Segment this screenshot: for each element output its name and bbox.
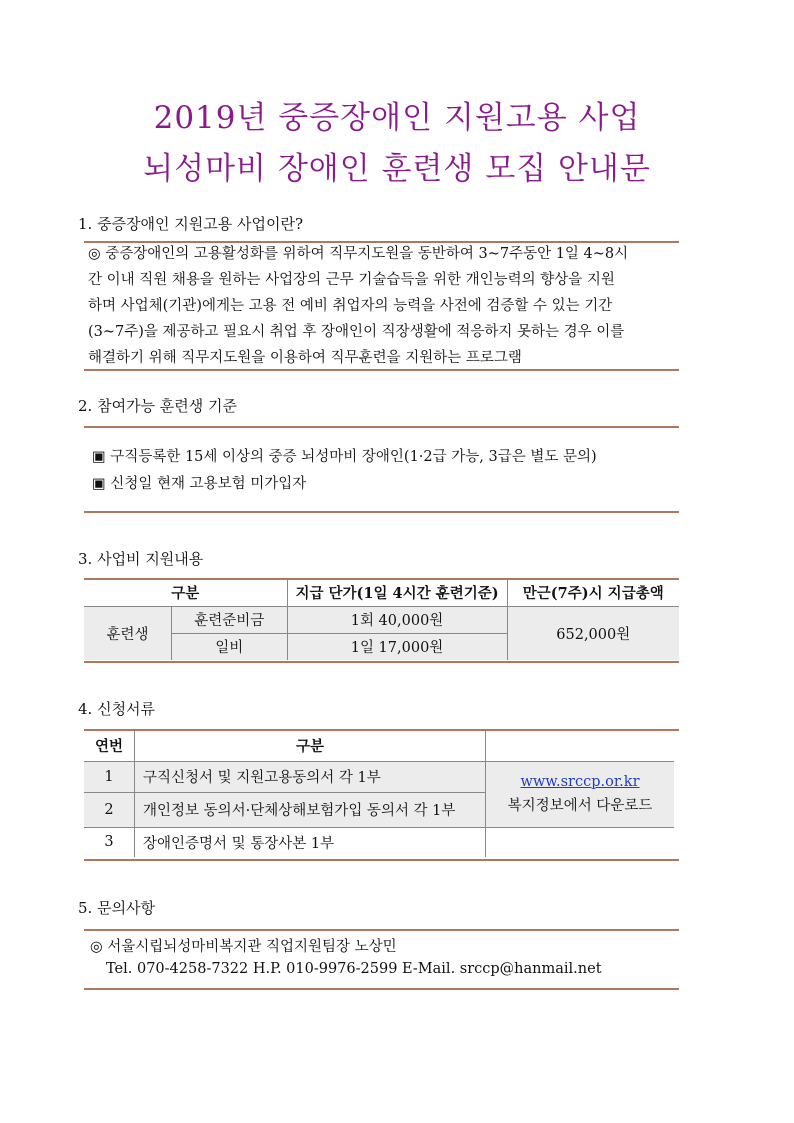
docs-header-category: 구분 [135, 731, 486, 761]
section4-heading: 4. 신청서류 [78, 700, 156, 718]
section2-top-rule [84, 426, 679, 428]
section3-heading: 3. 사업비 지원내용 [78, 550, 204, 568]
docs-row-no: 3 [104, 834, 114, 851]
section3-bottom-rule [84, 661, 679, 663]
documents-table [84, 731, 674, 857]
docs-row-no: 2 [84, 792, 135, 827]
docs-row-doc: 장애인증명서 및 통장사본 1부 [135, 827, 486, 857]
support-table [84, 580, 679, 660]
docs-header-no: 연번 [84, 731, 135, 761]
section1-body [88, 241, 678, 371]
section1-line: 하며 사업체(기관)에게는 고용 전 예비 취업자의 능력을 사전에 검증할 수 있는 기간 [88, 298, 613, 314]
support-header-unit: 지급 단가(1일 4시간 훈련기준) [287, 580, 507, 606]
section2-bottom-rule [84, 511, 679, 513]
docs-header-blank [486, 731, 675, 761]
docs-download-cell [486, 761, 675, 827]
page-title-line1: 2019년 중증장애인 지원고용 사업 [153, 100, 641, 136]
docs-row-doc: 개인정보 동의서·단체상해보험가입 동의서 각 1부 [135, 792, 486, 827]
section5-bottom-rule [84, 988, 679, 990]
section4-bottom-rule [84, 859, 679, 861]
section1-bottom-rule [84, 369, 679, 371]
section1-line: 해결하기 위해 직무지도원을 이용하여 직무훈련을 지원하는 프로그램 [88, 350, 522, 366]
website-link[interactable]: www.srccp.or.kr [520, 774, 640, 790]
section2-heading: 2. 참여가능 훈련생 기준 [78, 397, 238, 415]
section5-top-rule [84, 929, 679, 931]
section1-line: 간 이내 직원 채용을 원하는 사업장의 근무 기술습득을 위한 개인능력의 향상을 지원 [88, 272, 615, 288]
support-item-cell: 일비 [172, 633, 288, 660]
section1-heading: 1. 중증장애인 지원고용 사업이란? [78, 215, 304, 233]
support-unit-cell: 1일 17,000원 [287, 633, 507, 660]
support-header-total: 만근(7주)시 지급총액 [507, 580, 679, 606]
support-unit-cell: 1회 40,000원 [287, 606, 507, 633]
page-title-line2: 뇌성마비 장애인 훈련생 모집 안내문 [143, 151, 651, 187]
criteria-item: ▣ 신청일 현재 고용보험 미가입자 [92, 476, 307, 492]
section1-line: (3~7주)을 제공하고 필요시 취업 후 장애인이 직장생활에 적응하지 못하는 경우 이를 [88, 324, 625, 340]
support-total-cell: 652,000원 [507, 606, 679, 660]
docs-row-no: 1 [84, 761, 135, 792]
contact-person: ◎ 서울시립뇌성마비복지관 직업지원팀장 노상민 [90, 939, 397, 955]
download-text: 복지정보에서 다운로드 [507, 798, 653, 814]
support-category-cell: 훈련생 [84, 606, 172, 660]
contact-details: Tel. 070-4258-7322 H.P. 010-9976-2599 E-Mail. srccp@hanmail.net [106, 961, 602, 977]
support-item-cell: 훈련준비금 [172, 606, 288, 633]
docs-empty-cell [486, 827, 675, 857]
support-header-category: 구분 [84, 580, 287, 606]
docs-row-doc: 구직신청서 및 지원고용동의서 각 1부 [135, 761, 486, 792]
section1-line: ◎ 중증장애인의 고용활성화를 위하여 직무지도원을 동반하여 3~7주동안 1일 4~8시 [88, 246, 629, 262]
criteria-item: ▣ 구직등록한 15세 이상의 중증 뇌성마비 장애인(1·2급 가능, 3급은 별도 문의) [92, 449, 597, 465]
section5-heading: 5. 문의사항 [78, 899, 156, 917]
